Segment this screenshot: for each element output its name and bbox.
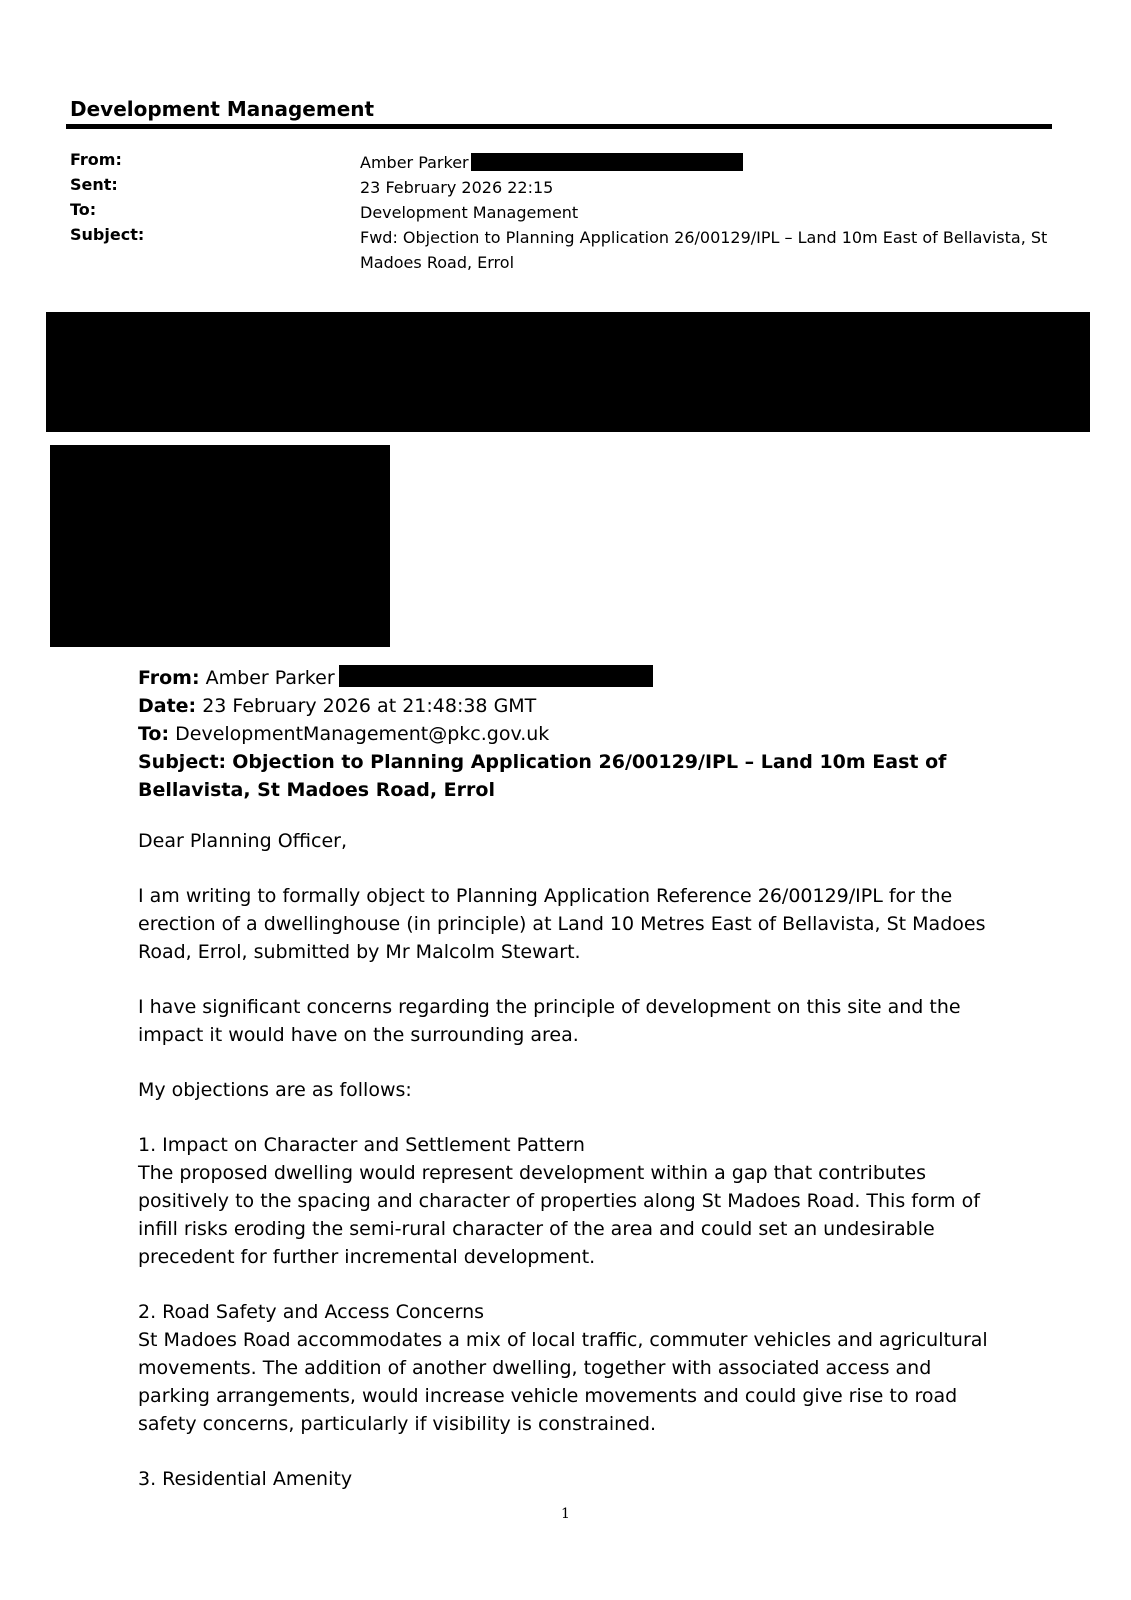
header-from-row <box>70 150 1060 175</box>
fwd-date-value: 23 February 2026 at 21:48:38 GMT <box>202 695 537 717</box>
objection-text: St Madoes Road accommodates a mix of local traffic, commuter vehicles and agricultural movements. The addition of another dwelling, together with associated access and parking arrangements, would increase vehicle movements and could give rise to road safety concerns, particularly if visibility is constrained. <box>138 1329 988 1435</box>
fwd-from-row <box>138 664 998 692</box>
from-label: From: <box>70 150 122 169</box>
to-value: Development Management <box>360 203 579 222</box>
header-subject-row <box>70 225 1060 275</box>
redaction-block <box>46 312 1090 432</box>
redaction-bar <box>339 665 653 687</box>
redaction-bar <box>471 153 743 171</box>
objection-heading: 2. Road Safety and Access Concerns <box>138 1301 485 1323</box>
objection-heading: 1. Impact on Character and Settlement Pattern <box>138 1134 585 1156</box>
fwd-date-row <box>138 692 998 720</box>
email-body <box>138 827 988 1493</box>
fwd-from-value: Amber Parker <box>205 667 335 689</box>
paragraph: I am writing to formally object to Planning Application Reference 26/00129/IPL for the erection of a dwellinghouse (in principle) at Land 10 Metres East of Bellavista, St Madoes Road, Errol, submitted by Mr Malcolm Stewart. <box>138 885 986 963</box>
paragraph: My objections are as follows: <box>138 1079 412 1101</box>
email-header <box>70 150 1060 275</box>
to-label: To: <box>70 200 97 219</box>
sent-label: Sent: <box>70 175 118 194</box>
subject-value: Fwd: Objection to Planning Application 26/00129/IPL – Land 10m East of Bellavista, St Madoes Road, Errol <box>360 228 1048 272</box>
from-value: Amber Parker <box>360 153 469 172</box>
mailbox-title: Development Management <box>70 97 375 121</box>
objection-text: The proposed dwelling would represent development within a gap that contributes positively to the spacing and character of properties along St Madoes Road. This form of infill risks eroding the semi-rural character of the area and could set an undesirable precedent for further incremental development. <box>138 1162 980 1268</box>
redaction-block <box>50 445 390 647</box>
greeting: Dear Planning Officer, <box>138 830 348 852</box>
sent-value: 23 February 2026 22:15 <box>360 178 554 197</box>
fwd-from-label: From: <box>138 667 200 689</box>
subject-label: Subject: <box>70 225 145 244</box>
fwd-subject-label: Subject: <box>138 751 227 773</box>
fwd-date-label: Date: <box>138 695 197 717</box>
fwd-subject-row <box>138 748 998 804</box>
header-sent-row <box>70 175 1060 200</box>
paragraph: I have significant concerns regarding the principle of development on this site and the impact it would have on the surrounding area. <box>138 996 961 1046</box>
title-rule <box>66 124 1052 129</box>
fwd-to-label: To: <box>138 723 170 745</box>
fwd-to-value: DevelopmentManagement@pkc.gov.uk <box>175 723 550 745</box>
page-number: 1 <box>561 1506 570 1522</box>
fwd-subject-value: Objection to Planning Application 26/00129/IPL – Land 10m East of Bellavista, St Madoes Road, Errol <box>138 751 947 801</box>
objection-heading: 3. Residential Amenity <box>138 1468 353 1490</box>
forwarded-header <box>138 664 998 804</box>
fwd-to-row <box>138 720 998 748</box>
header-to-row <box>70 200 1060 225</box>
